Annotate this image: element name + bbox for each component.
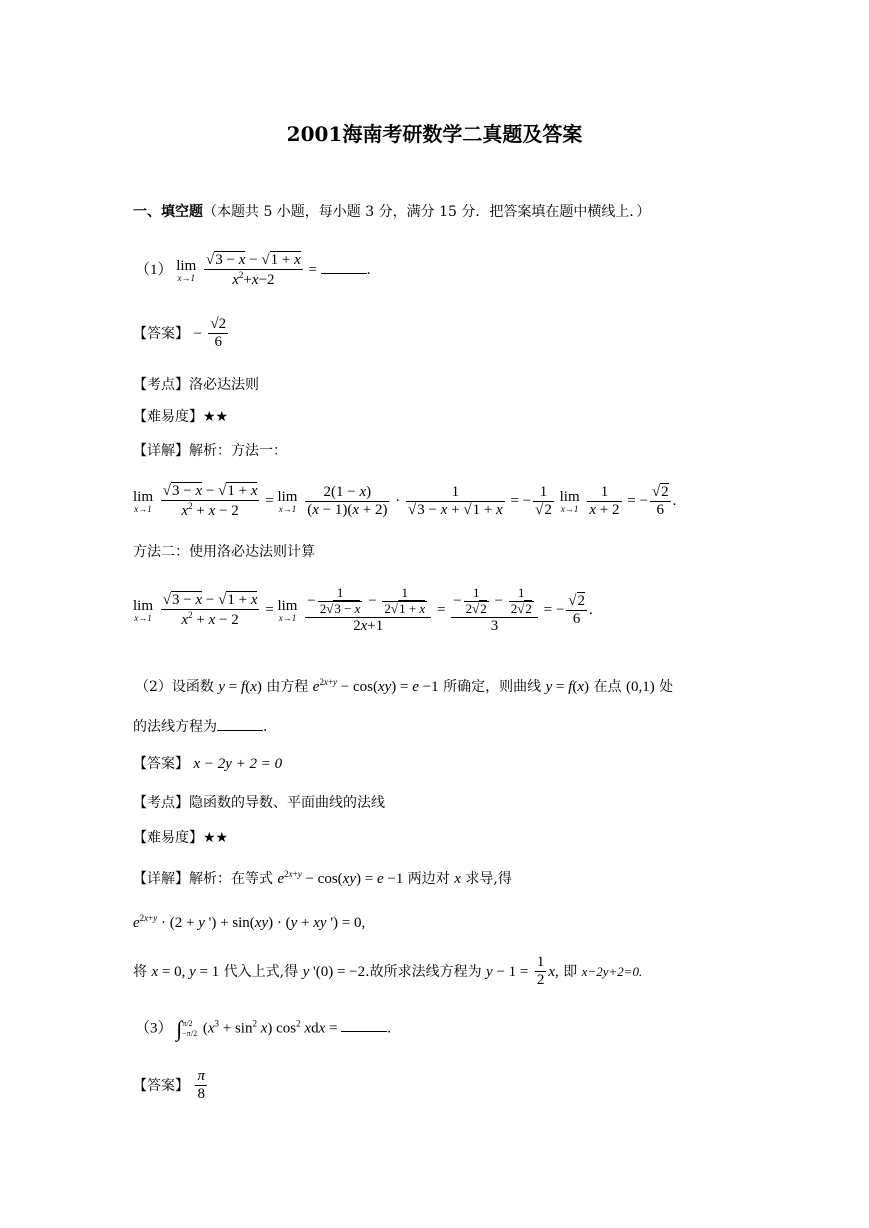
q2-blank xyxy=(217,729,263,731)
section-heading: 一、填空题 xyxy=(133,204,203,220)
q1-difficulty: ★★ xyxy=(203,409,229,425)
q2-statement: （2）设函数 y = f(x) 由方程 $e^{2x+y} - \cos(xy) = e -1$ 所确定，则曲线 y = f(x) 在点 (0,1) 处 xyxy=(135,677,674,695)
q2-difficulty: ★★ xyxy=(203,830,229,846)
q2-difficulty-line: 【难易度】★★ xyxy=(133,830,229,846)
q1-method1-equation: lim x→1 $\frac{√3 - x - √1 + x}{x^2 + x - 2}$ = lim x→1 $\frac{2(1 - x)}{(x - 1)(x + 2)}$ · $\frac{1}{√3 - x + √1 + x}$ = − $\frac{1}{√2}$ lim x→1 $\frac{1}{x + 2}$ = − $\frac{√2}{6}$ . xyxy=(133,483,677,520)
q2-substitution-line: 将 x = 0, y = 1 代入上式,得 y '(0) = −2.故所求法线方程为 y − 1 = $\frac{1}{2}$ x, 即 x−2y+2=0. xyxy=(133,954,643,989)
q1-point-line: 【考点】洛必达法则 xyxy=(133,377,259,393)
q1-fraction: $\frac{√3 - x - √1 + x}{x^2+x-2}$ xyxy=(206,252,301,289)
lim-symbol: lim x→1 xyxy=(176,257,197,283)
answer-label: 【答案】 xyxy=(133,325,189,342)
q1-detail-intro: 解析：方法一： xyxy=(189,443,287,459)
q1-difficulty-line: 【难易度】★★ xyxy=(133,409,229,425)
q2-derivative-eq: $e^{2x+y} \cdot (2 + y$ ') + sin(xy) · (y + xy ') = 0, xyxy=(133,913,366,931)
q1-blank xyxy=(321,272,367,274)
q1-detail-line: 【详解】解析：方法一： xyxy=(133,443,287,459)
q3-blank xyxy=(341,1030,387,1032)
section-note: （本题共 5 小题，每小题 3 分，满分 15 分．把答案填在题中横线上．） xyxy=(203,204,651,220)
q2-statement-2: 的法线方程为 . xyxy=(133,719,268,735)
q3-statement: （3） ∫π/2 −π/2 $(x^3 + \sin^2 x)$ $\cos^2$ xdx = . xyxy=(135,1016,391,1041)
q2-point-line: 【考点】隐函数的导数、平面曲线的法线 xyxy=(133,795,385,811)
q1-statement: （1） lim x→1 $\frac{√3 - x - √1 + x}{x^2+x-2}$ = . xyxy=(135,252,371,289)
q1-number: （1） xyxy=(135,262,173,279)
q1-method2: 方法二：使用洛必达法则计算 xyxy=(133,544,315,560)
q1-method2-equation: lim x→1 $\frac{√3 - x - √1 + x}{x^2 + x - 2}$ = lim x→1 − $\frac{1}{2√3 - x}$ − $\frac{1}{2√1 + x}$ 2x+1 = − $\frac{1}{2√2}$ − $\frac{1}{2√2}$ 3 = − $\frac{√2}{6}$ . xyxy=(133,585,593,634)
q2-number: （2） xyxy=(135,679,172,695)
q1-method2-line xyxy=(133,545,315,559)
q3-answer-fraction: $\frac{\pi}{8}$ xyxy=(197,1068,205,1103)
q1-answer-line: 【答案】 − $\frac{√2}{6}$ xyxy=(133,316,227,351)
q2-answer: x − 2y + 2 = 0 xyxy=(193,756,283,772)
q1-answer-fraction: $\frac{√2}{6}$ xyxy=(210,316,227,351)
q2-answer-line: 【答案】 x − 2y + 2 = 0 xyxy=(133,756,283,772)
q3-answer-line: 【答案】 $\frac{\pi}{8}$ xyxy=(133,1068,205,1103)
q1-point: 洛必达法则 xyxy=(189,377,259,393)
section-heading-line xyxy=(133,205,650,219)
q2-detail-line: 【详解】解析：在等式 $e^{2x+y} - \cos(xy) = e -1$ 两边对 x 求导,得 xyxy=(133,869,512,887)
page-title: 2001海南考研数学二真题及答案 xyxy=(286,122,583,146)
q3-number: （3） xyxy=(135,1020,173,1037)
q2-point: 隐函数的导数、平面曲线的法线 xyxy=(189,795,385,811)
